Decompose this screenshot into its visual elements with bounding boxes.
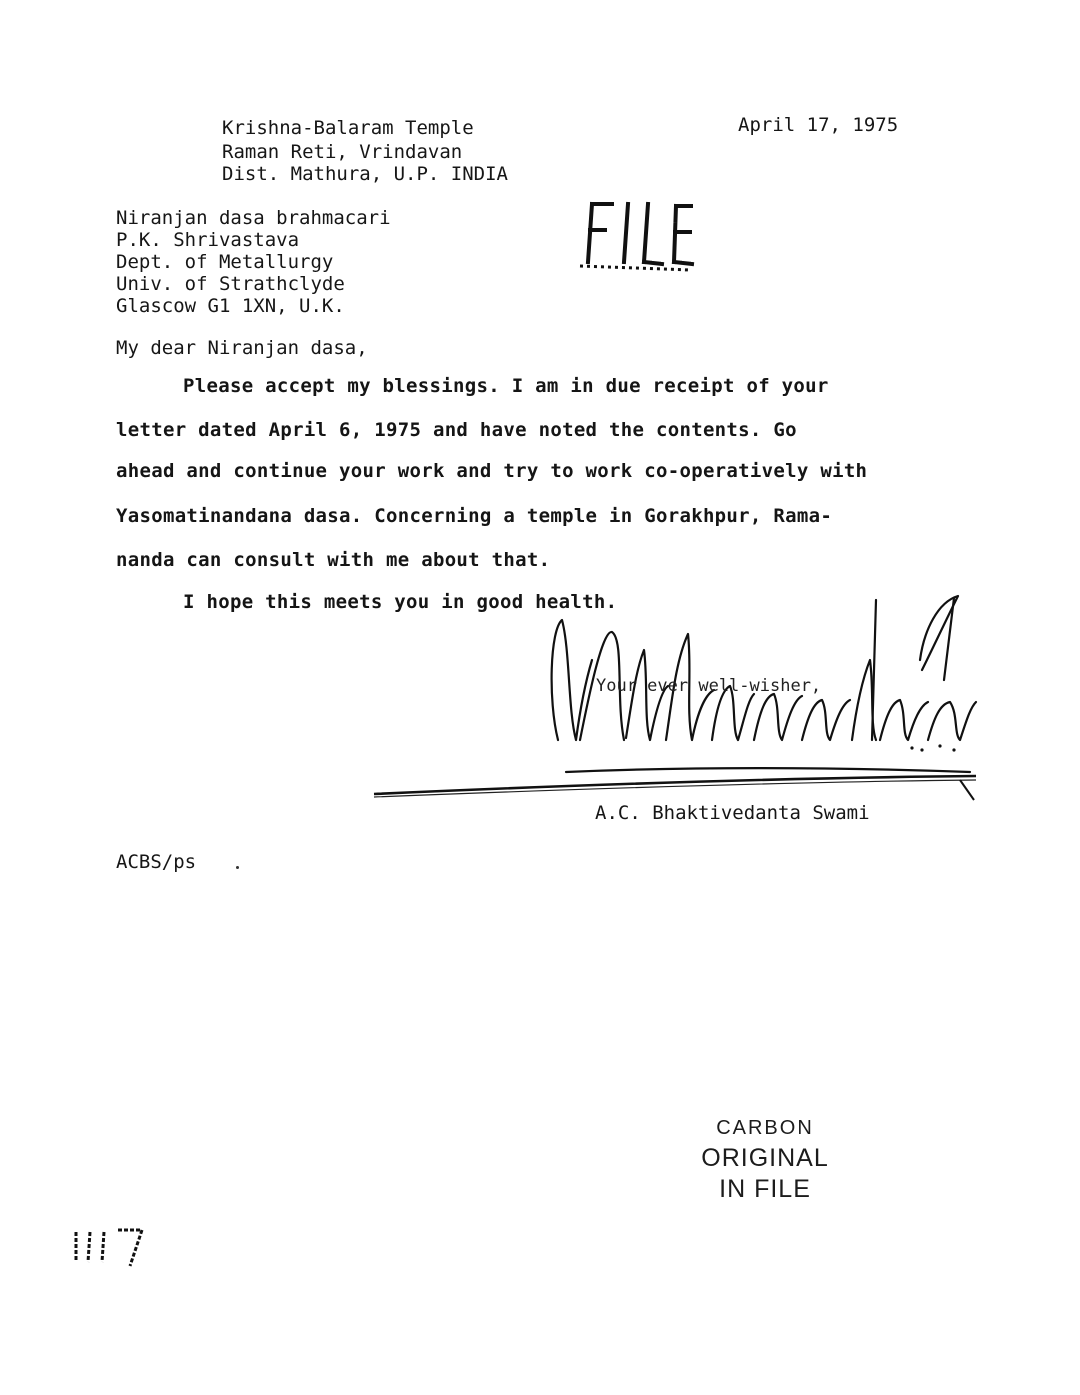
recipient-line-4: Univ. of Strathclyde [116, 273, 345, 295]
recipient-line-5: Glascow G1 1XN, U.K. [116, 295, 345, 317]
carbon-stamp-line-1: CARBON [716, 1117, 814, 1139]
body-line-5: nanda can consult with me about that. [116, 549, 551, 571]
signature-line [370, 766, 985, 806]
recipient-line-2: P.K. Shrivastava [116, 229, 300, 251]
body-line-4: Yasomatinandana dasa. Concerning a temple in Gorakhpur, Rama- [116, 505, 833, 527]
sender-address-line-2: Raman Reti, Vrindavan [222, 141, 463, 163]
body-line-3: ahead and continue your work and try to work co-operatively with [116, 460, 868, 482]
stray-mark [236, 866, 239, 869]
body-line-6: I hope this meets you in good health. [183, 591, 618, 613]
letter-date: April 17, 1975 [738, 114, 899, 136]
reference-initials: ACBS/ps [116, 851, 197, 873]
sender-address-line-3: Dist. Mathura, U.P. INDIA [222, 163, 508, 185]
carbon-stamp [690, 1118, 840, 1202]
sender-address-line-1: Krishna-Balaram Temple [222, 117, 474, 139]
archive-number-stamp [70, 1222, 160, 1270]
signature-name: A.C. Bhaktivedanta Swami [595, 802, 870, 824]
salutation: My dear Niranjan dasa, [116, 337, 368, 359]
recipient-line-1: Niranjan dasa brahmacari [116, 207, 391, 229]
body-line-1: Please accept my blessings. I am in due receipt of your [183, 375, 829, 397]
carbon-stamp-line-2: ORIGINAL [701, 1144, 829, 1172]
closing: Your ever well-wisher, [596, 676, 822, 696]
file-stamp [578, 198, 698, 278]
carbon-stamp-line-3: IN FILE [719, 1175, 811, 1203]
recipient-line-3: Dept. of Metallurgy [116, 251, 334, 273]
body-line-2: letter dated April 6, 1975 and have noted the contents. Go [116, 419, 797, 441]
